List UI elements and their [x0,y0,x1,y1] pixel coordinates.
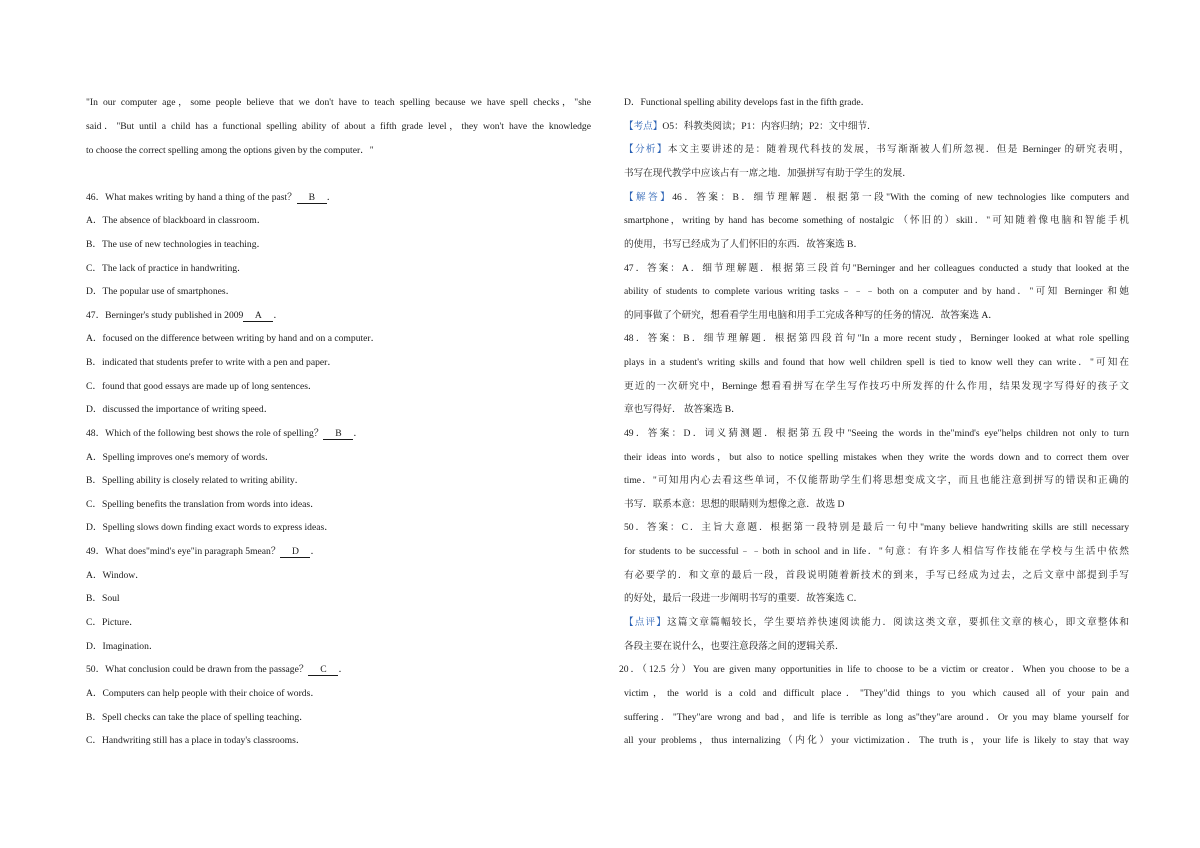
option: D．Imagination． [86,641,159,652]
option: B．The use of new technologies in teaching． [86,239,267,250]
kaodian-tag: 【考点】 [624,121,663,132]
question-stem: 48．Which of the following best shows the role of spelling？ [86,428,324,439]
q20-line: victim，the world is a cold and difficult place．"They"did things to you which caused all of your pain and [624,688,1129,699]
option: A．focused on the difference between writing by hand and on a computer． [86,333,381,344]
jieda-line: smartphone，writing by hand has become something of nostalgic （怀旧的）skill．"可知随着像电脑和智能手机 [624,215,1129,226]
option: A．The absence of blackboard in classroom． [86,215,267,226]
answer-blank: A [243,310,273,322]
passage-line: to choose the correct spelling among the options given by the computer．" [86,145,374,156]
question-49 [86,545,591,559]
fenxi-section [624,143,1129,157]
option: A．Window． [86,570,145,581]
q20-line: 20．（12.5 分）You are given many opportunities in life to choose to be a victim or creator．When you choose to be a [619,664,1129,675]
question-stem-end: ． [273,310,283,321]
dianping-line: 各段主要在说什么，也要注意段落之间的逻辑关系． [624,641,845,652]
jieda-line: 的同事做了个研究，想看看学生用电脑和用手工完成各种写的任务的情况．故答案选 A． [624,310,998,321]
question-stem: 46．What makes writing by hand a thing of the past？ [86,192,297,203]
jieda-line: time．"可知用内心去看这些单词，不仅能帮助学生们将思想变成文字，而且也能注意到拼写的错误和正确的 [624,475,1129,486]
passage-line: said．"But until a child has a functional spelling ability of about a fifth grade level，they won't have the knowledge [86,121,591,132]
jieda-line: for students to be successful﹣﹣both in school and in life．"句意：有许多人相信写作技能在学校与生活中依然 [624,546,1129,557]
jieda-line: 章也写得好． 故答案选 B． [624,404,741,415]
passage-line: "In our computer age，some people believe that we don't have to teach spelling because we have spell checks，"she [86,97,591,108]
fenxi-line: 书写在现代教学中应该占有一席之地．加强拼写有助于学生的发展． [624,168,912,179]
jieda-line: plays in a student's writing skills and found that how well children spell is tied to know well they can write．"可知在 [624,357,1129,368]
jieda-line: 更近的一次研究中，Berninge 想看看拼写在学生写作技巧中所发挥的什么作用，结果发现字写得好的孩子文 [624,381,1129,392]
kaodian-text: O5：科教类阅读；P1：内容归纳；P2：文中细节． [662,121,877,132]
option: D．Functional spelling ability develops fast in the fifth grade． [624,97,871,108]
question-stem-end: ． [353,428,364,439]
kaodian-section [624,120,1129,134]
answer-blank: B [323,428,353,440]
option: D．Spelling slows down finding exact words to express ideas． [86,522,334,533]
option: B．Spelling ability is closely related to writing ability． [86,475,305,486]
fenxi-text: 本文主要讲述的是：随着现代科技的发展，书写渐渐被人们所忽视．但是 Berninger 的研究表明， [667,144,1129,155]
question-stem-end: ． [326,192,337,203]
option: B．Soul [86,593,120,604]
option: C．The lack of practice in handwriting． [86,263,247,274]
question-50 [86,663,591,677]
answer-blank: C [308,664,338,676]
jieda-tag: 【解答】 [624,192,673,203]
jieda-line: 49．答案：D．词义猜测题．根据第五段中"Seeing the words in the"mind's eye"helps children not only to turn [624,428,1129,439]
dianping-section [624,616,1129,630]
question-48 [86,427,591,441]
question-47 [86,309,591,323]
option: D．discussed the importance of writing speed． [86,404,274,415]
jieda-section [624,191,1129,205]
jieda-line: 48．答案：B．细节理解题．根据第四段首句"In a more recent study，Berninger looked at what role spelling [624,333,1129,344]
question-46 [86,191,591,205]
q20-line: suffering．"They"are wrong and bad，and life is terrible as long as"they"are around．Or you may blame yourself for [624,712,1129,723]
answer-blank: B [297,192,327,204]
jieda-line: their ideas into words，but also to notice spelling mistakes when they write the words down and to correct them over [624,452,1129,463]
fenxi-tag: 【分析】 [624,144,668,155]
option: A．Spelling improves one's memory of words． [86,452,275,463]
option: B．Spell checks can take the place of spelling teaching． [86,712,309,723]
question-stem: 47．Berninger's study published in 2009 [86,310,244,321]
jieda-line: 的使用，书写已经成为了人们怀旧的东西．故答案选 B． [624,239,864,250]
jieda-text: 46．答案：B．细节理解题．根据第一段"With the coming of new technologies like computers and [672,192,1129,203]
option: C．Picture． [86,617,139,628]
dianping-tag: 【点评】 [624,617,668,628]
jieda-line: 的好处，最后一段进一步阐明书写的重要．故答案选 C． [624,593,864,604]
question-stem: 50．What conclusion could be drawn from the passage？ [86,664,309,675]
option: B．indicated that students prefer to write with a pen and paper． [86,357,337,368]
dianping-text: 这篇文章篇幅较长，学生要培养快速阅读能力．阅读这类文章，要抓住文章的核心，即文章整体和 [667,617,1129,628]
jieda-line: 50．答案：C．主旨大意题．根据第一段特别是最后一句中"many believe handwriting skills are still necessary [624,522,1129,533]
option: C．found that good essays are made up of long sentences． [86,381,318,392]
jieda-line: 47．答案：A．细节理解题．根据第三段首句"Berninger and her colleagues conducted a study that looked at the [624,263,1129,274]
option: D．The popular use of smartphones． [86,286,236,297]
jieda-line: ability of students to complete various writing tasks﹣﹣﹣both on a computer and by hand．"可知 Berninger 和她 [624,286,1129,297]
option: C．Spelling benefits the translation from words into ideas． [86,499,320,510]
option: C．Handwriting still has a place in today's classrooms． [86,735,306,746]
answer-blank: D [280,546,310,558]
q20-line: all your problems，thus internalizing（内化）your victimization．The truth is，your life is likely to stay that way [624,735,1129,746]
question-stem-end: ． [310,546,321,557]
question-stem: 49．What does"mind's eye"in paragraph 5mean？ [86,546,281,557]
jieda-line: 有必要学的．和文章的最后一段，首段说明随着新技术的到来，手写已经成为过去，之后文章中部提到手写 [624,570,1129,581]
jieda-line: 书写．联系本意：思想的眼睛则为想像之意．故选 D [624,499,845,510]
question-stem-end: ． [338,664,349,675]
option: A．Computers can help people with their choice of words． [86,688,320,699]
